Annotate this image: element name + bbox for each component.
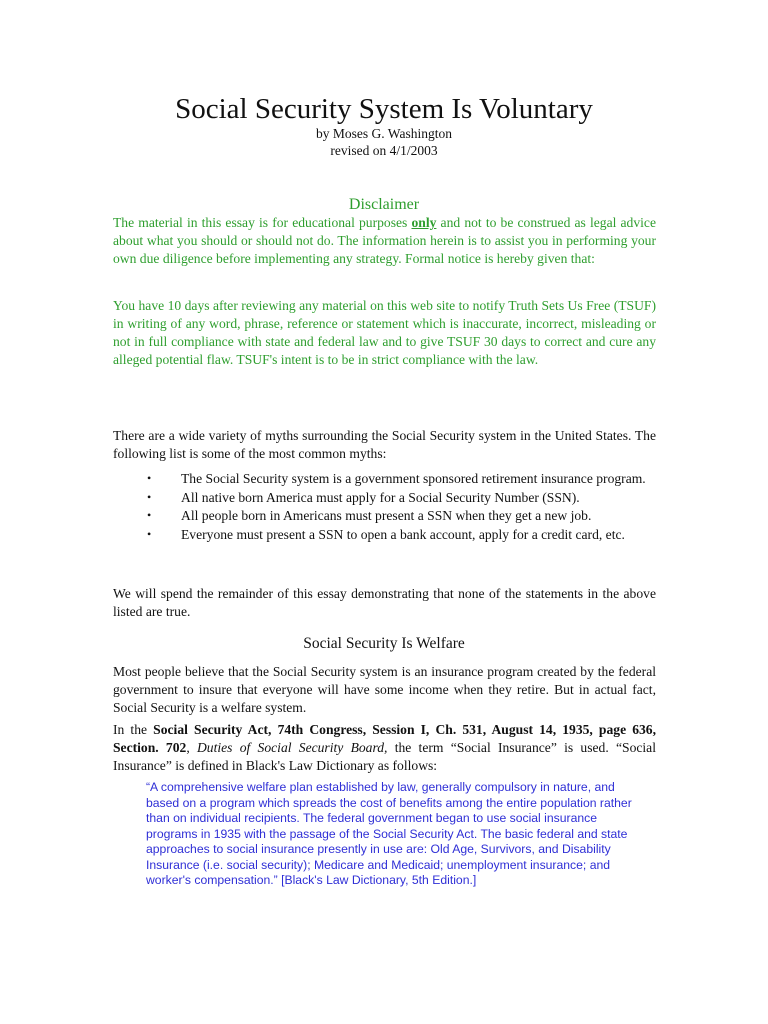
revision-date: revised on 4/1/2003 <box>330 143 438 158</box>
myths-list <box>113 470 656 544</box>
myth-text: All native born America must apply for a Social Security Number (SSN). <box>181 489 580 505</box>
emphasis-only: only <box>411 215 437 230</box>
section-heading-welfare: Social Security Is Welfare <box>303 635 465 652</box>
myth-text: Everyone must present a SSN to open a bank account, apply for a credit card, etc. <box>181 526 625 542</box>
myth-text: The Social Security system is a government sponsored retirement insurance program. <box>181 471 646 486</box>
disclaimer-heading: Disclaimer <box>348 196 420 213</box>
list-item <box>113 526 656 544</box>
list-item <box>113 470 656 488</box>
bullet-icon: • <box>147 471 152 485</box>
welfare-text-start: In the <box>113 722 154 737</box>
welfare-paragraph-1: Most people believe that the Social Security system is an insurance program created by the federal government to insure that everyone will have some income when they retire. But in actual fact, Social Security is a welfare system. <box>113 664 656 715</box>
bullet-icon: • <box>147 526 152 541</box>
intro-paragraph: There are a wide variety of myths surrounding the Social Security system in the United States. The following list is some of the most common myths: <box>113 428 656 461</box>
bullet-icon: • <box>147 508 152 522</box>
closing-paragraph: We will spend the remainder of this essay demonstrating that none of the statements in the above listed are true. <box>113 586 656 619</box>
disclaimer-paragraph-1 <box>113 214 656 268</box>
bullet-icon: • <box>147 489 152 504</box>
board-duties-title: Duties of Social Security Board, <box>196 740 388 755</box>
welfare-paragraph-2 <box>113 721 656 775</box>
author-byline: by Moses G. Washington <box>316 126 452 141</box>
act-citation: Social Security Act, 74th Congress, Session I, Ch. 531, August 14, 1935, page 636, Section. 702 <box>113 722 657 755</box>
disclaimer-paragraph-2: You have 10 days after reviewing any material on this web site to notify Truth Sets Us Free (TSUF) in writing of any word, phrase, reference or statement which is inaccurate, incorrect, misleading or not in full compliance with state and federal law and to give TSUF 30 days to correct and cure any alleged potential flaw. TSUF's intent is to be in strict compliance with the law. <box>113 298 656 367</box>
citation-separator: , <box>186 740 197 755</box>
blacks-law-quote: “A comprehensive welfare plan established by law, generally compulsory in nature, and based on a program which spreads the cost of benefits among the entire population rather than on individual recipients. The federal government began to use social insurance programs in 1935 with the passage of the Social Security Act. The basic federal and state approaches to social insurance presently in use are: Old Age, Survivors, and Disability Insurance (i.e. social security); Medicare and Medicaid; unemployment insurance; and worker's compensation.” [Black's Law Dictionary, 5th Edition.] <box>146 780 632 887</box>
disclaimer-text-a: The material in this essay is for educational purposes <box>113 215 412 230</box>
list-item <box>113 507 656 525</box>
page-title: Social Security System Is Voluntary <box>175 93 593 125</box>
disclaimer-text-b: and not to be construed as legal advice about what you should or should not do. The information herein is to assist you in performing your own due diligence before implementing any strategy. Formal notice is hereby given that: <box>113 215 656 266</box>
welfare-text-end: the term “Social Insurance” is used. “Social Insurance” is defined in Black's Law Dictionary as follows: <box>113 740 656 773</box>
list-item <box>113 489 656 507</box>
myth-text: All people born in Americans must present a SSN when they get a new job. <box>181 508 592 523</box>
